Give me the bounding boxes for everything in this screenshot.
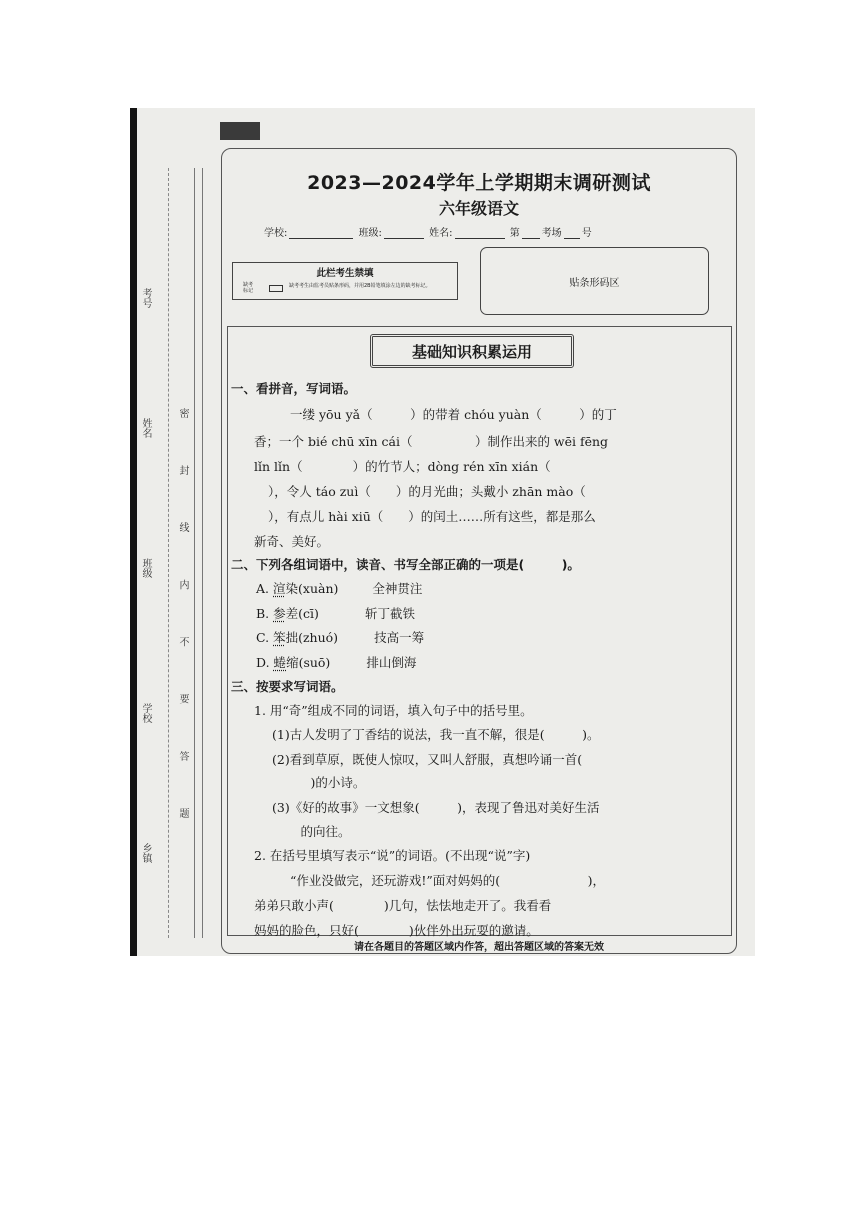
- q1-line: ），令人 táo zuì（ ）的月光曲；头戴小 zhān mào（: [268, 484, 586, 499]
- barcode-area: [480, 247, 709, 315]
- photo-dark-edge: [130, 108, 137, 956]
- absent-mark-label: 缺考标记: [243, 282, 254, 294]
- q2-option-c: C. 笨拙(zhuó) 技高一筹: [256, 630, 425, 645]
- barcode-label: 贴条形码区: [569, 277, 620, 289]
- absent-mark-checkbox[interactable]: [269, 285, 283, 292]
- no-fill-box: [232, 262, 458, 300]
- q3-para-line: “作业没做完，还玩游戏!”面对妈妈的( )，: [290, 873, 606, 888]
- school-label: 学校:: [264, 228, 288, 239]
- seat-blank[interactable]: [564, 238, 580, 239]
- absent-mark-note: 缺考考生由监考员贴条形码，并用2B铅笔填涂左边的缺考标记。: [289, 283, 431, 289]
- q3-para-line: 弟弟只敢小声( )几句，怯怯地走开了。我看看: [254, 898, 552, 913]
- binding-line-inner: [202, 168, 203, 938]
- section-banner: [370, 334, 574, 368]
- exam-title: 2023—2024学年上学期期末调研测试: [307, 172, 651, 194]
- no-fill-title: 此栏考生禁填: [316, 268, 374, 279]
- room-prefix: 第: [509, 228, 520, 239]
- q1-line: 香；一个 bié chū xīn cái（ ）制作出来的 wēi fēng: [254, 434, 609, 449]
- q3-sub2: 2. 在括号里填写表示“说”的词语。(不出现“说”字): [254, 848, 531, 863]
- q3-item: (1)古人发明了丁香结的说法，我一直不解，很是( )。: [272, 727, 600, 742]
- q2-option-a: A. 渲染(xuàn) 全神贯注: [256, 581, 423, 596]
- name-label: 姓名:: [429, 228, 453, 239]
- room-blank[interactable]: [522, 238, 540, 239]
- q2-option-b: B. 参差(cī) 斩丁截铁: [256, 606, 415, 621]
- binding-line: [194, 168, 195, 938]
- q3-item: 的向往。: [288, 824, 351, 839]
- q2-heading: 二、下列各组词语中，读音、书写全部正确的一项是( )。: [231, 557, 580, 572]
- binding-warning: 密 封 线 内 不 要 答 题: [177, 408, 188, 841]
- binding-line-dashed: [168, 168, 169, 938]
- section-banner-text: 基础知识积累运用: [411, 342, 532, 361]
- room-middle: 考场: [541, 228, 562, 239]
- footer-note: 请在各题目的答题区域内作答，超出答题区域的答案无效: [354, 942, 604, 953]
- q3-item: (2)看到草原，既使人惊叹，又叫人舒服，真想吟诵一首(: [272, 752, 583, 767]
- binding-name-label: 姓名: [140, 418, 151, 438]
- q3-item: (3)《好的故事》一文想象( )，表现了鲁迅对美好生活: [272, 800, 600, 815]
- binding-class-label: 班级: [140, 558, 151, 578]
- q3-item: )的小诗。: [298, 775, 366, 790]
- q1-line: ），有点儿 hài xiū（ ）的闰土……所有这些，都是那么: [268, 509, 596, 524]
- q1-line: 新奇、美好。: [254, 534, 330, 549]
- q3-para-line: 妈妈的脸色，只好( )伙伴外出玩耍的邀请。: [254, 923, 539, 938]
- exam-subtitle: 六年级语文: [438, 199, 519, 218]
- q1-heading: 一、看拼音，写词语。: [231, 381, 357, 396]
- corner-mark: [220, 122, 260, 140]
- student-info-line: [264, 224, 592, 239]
- class-blank[interactable]: [384, 238, 424, 239]
- room-suffix: 号: [581, 228, 592, 239]
- q1-line: lǐn lǐn（ ）的竹节人；dòng rén xīn xián（: [254, 459, 551, 474]
- q2-option-d: D. 蜷缩(suō) 排山倒海: [256, 655, 417, 670]
- binding-school-label: 学校: [140, 703, 151, 723]
- q3-sub1: 1. 用“奇”组成不同的词语，填入句子中的括号里。: [254, 703, 533, 718]
- class-label: 班级:: [358, 228, 382, 239]
- exam-photo: [130, 108, 755, 956]
- binding-town-label: 乡镇: [140, 843, 151, 863]
- q1-line: 一缕 yōu yǎ（ ）的带着 chóu yuàn（ ）的丁: [290, 407, 617, 422]
- binding-exam-no-label: 考号: [140, 288, 151, 308]
- school-blank[interactable]: [289, 238, 353, 239]
- q3-heading: 三、按要求写词语。: [231, 679, 344, 694]
- name-blank[interactable]: [455, 238, 505, 239]
